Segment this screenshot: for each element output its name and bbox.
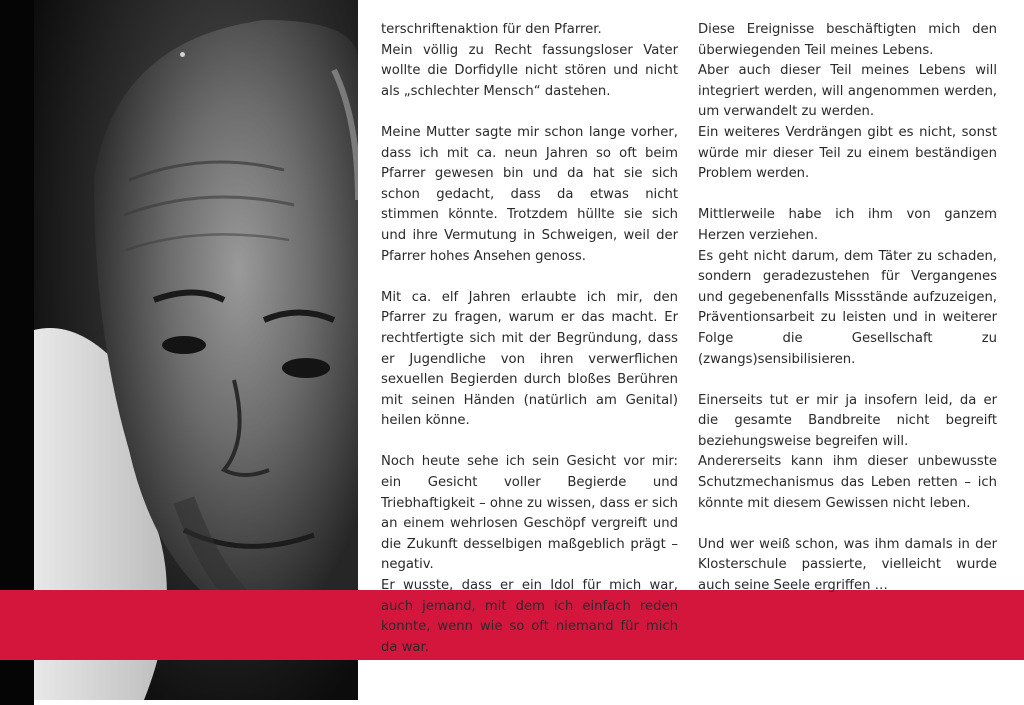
text-column-2 [698, 20, 997, 617]
paragraph: Diese Ereignisse beschäftigten mich den überwiegenden Teil meines Lebens. [698, 22, 997, 58]
paragraph: Einerseits tut er mir ja insofern leid, da er die gesamte Bandbreite nicht begreift beziehungsweise begreifen will. [698, 392, 997, 449]
red-band-photo-overlay [34, 590, 358, 660]
paragraph: Es geht nicht darum, dem Täter zu schaden, sondern geradezustehen für Vergangenes und gegebenenfalls Missstände aufzuzeigen, Präventionsarbeit zu leisten und in weiterer Folge die Gesellschaft zu (zwangs)sensibilisieren. [698, 248, 997, 367]
paragraph: Mein völlig zu Recht fassungsloser Vater wollte die Dorfidylle nicht stören und nicht als „schlechter Mensch“ dastehen. [381, 42, 678, 99]
paragraph: Meine Mutter sagte mir schon lange vorher, dass ich mit ca. neun Jahren so oft beim Pfarrer gewesen bin und da hat sie sich schon gedacht, dass da etwas nicht stimmen könnte. Trotzdem hüllte sie sich und ihre Vermutung in Schweigen, weil der Pfarrer hohes Ansehen genoss. [381, 124, 678, 264]
paragraph: Andererseits kann ihm dieser unbewusste Schutzmechanismus das Leben retten – ich könnte mit diesem Gewissen nicht leben. [698, 454, 997, 511]
paragraph: Und wer weiß schon, was ihm damals in der Klosterschule passierte, vielleicht wurde auch seine Seele ergriffen … [698, 536, 997, 594]
paragraph: Mit ca. elf Jahren erlaubte ich mir, den Pfarrer zu fragen, warum er das macht. Er rechtfertigte sich mit der Begründung, dass er Jugendliche von ihren verwerflichen sexuellen Begierden durch bloßes Berühren mit seinen Händen (natürlich am Genital) heilen könne. [381, 289, 678, 429]
paragraph: Noch heute sehe ich sein Gesicht vor mir: ein Gesicht voller Begierde und Triebhaftigkeit – ohne zu wissen, dass er sich an einem wehrlosen Geschöpf vergreift und die Zukunft desselbigen maßgeblich prägt – negativ. [381, 454, 678, 573]
paragraph: Mittlerweile habe ich ihm von ganzem Herzen verziehen. [698, 207, 997, 243]
paragraph: Ein weiteres Verdrängen gibt es nicht, sonst würde mir dieser Teil zu einem beständigen Problem werden. [698, 124, 997, 182]
text-column-1 [381, 20, 678, 679]
paragraph: terschriftenaktion für den Pfarrer. [381, 22, 602, 37]
paragraph: Er wusste, dass er ein Idol für mich war, auch jemand, mit dem ich einfach reden konnte, wenn wie so oft niemand für mich da war. [381, 578, 678, 655]
fold-mark-dot [180, 52, 185, 57]
paragraph: Aber auch dieser Teil meines Lebens will integriert werden, will angenommen werden, um verwandelt zu werden. [698, 63, 997, 120]
